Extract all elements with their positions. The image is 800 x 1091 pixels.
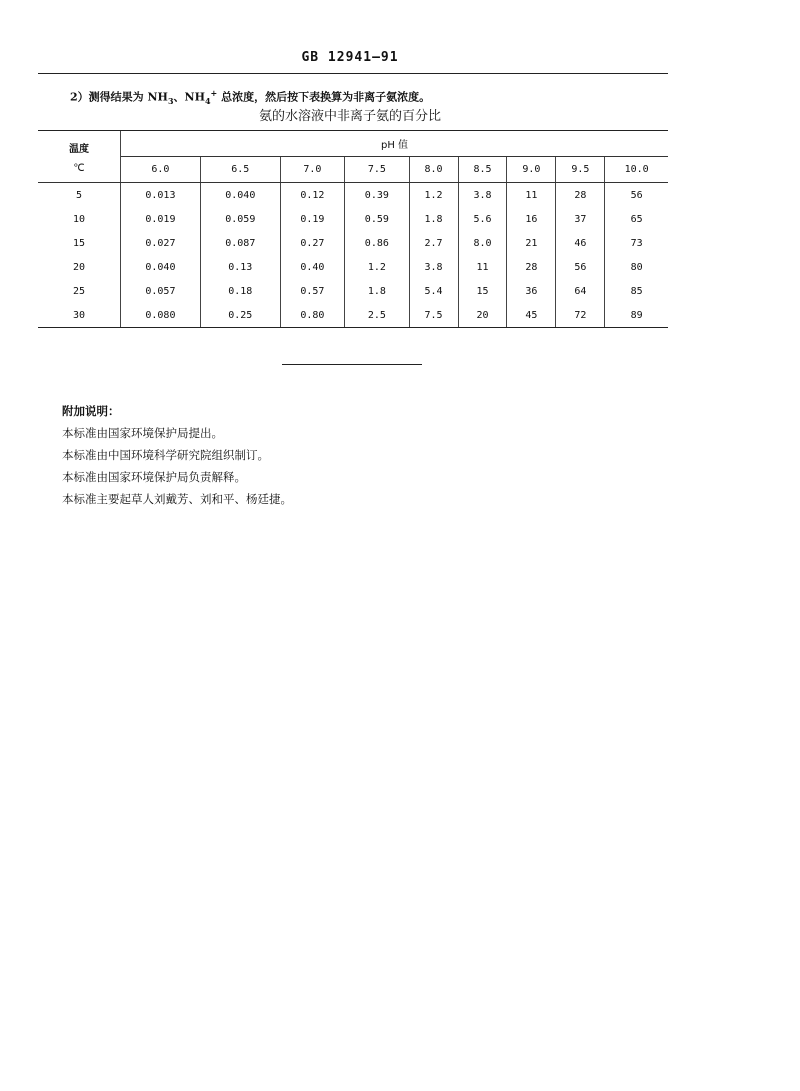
temp-cell: 30 [38, 303, 121, 328]
value-cell: 0.027 [121, 231, 201, 255]
value-cell: 2.5 [345, 303, 409, 328]
table-row [38, 183, 668, 208]
appendix-line: 本标准由中国环境科学研究院组织制订。 [62, 448, 269, 462]
temp-cell: 25 [72, 285, 86, 297]
value-cell: 73 [605, 231, 668, 255]
ph-values-row [38, 157, 668, 183]
value-cell: 0.12 [280, 183, 344, 208]
value-cell: 85 [605, 279, 668, 303]
value-cell: 8.0 [458, 231, 507, 255]
value-cell: 1.8 [345, 279, 409, 303]
temp-cell: 20 [72, 261, 86, 273]
value-cell: 1.8 [409, 207, 458, 231]
ph-value-header: 10.0 [605, 157, 668, 183]
value-cell: 0.013 [121, 183, 201, 208]
value-cell: 0.080 [121, 303, 201, 328]
value-cell: 0.57 [280, 279, 344, 303]
temp-cell: 10 [72, 213, 86, 225]
value-cell: 5.4 [409, 279, 458, 303]
appendix-line: 本标准由国家环境保护局负责解释。 [62, 470, 246, 484]
ph-value-header: 9.5 [556, 157, 605, 183]
value-cell: 0.59 [345, 207, 409, 231]
value-cell: 11 [507, 183, 556, 208]
value-cell: 0.18 [200, 279, 280, 303]
value-cell: 46 [556, 231, 605, 255]
ph-value-header: 8.5 [458, 157, 507, 183]
table-row [38, 207, 668, 231]
value-cell: 3.8 [458, 183, 507, 208]
appendix-line: 本标准主要起草人刘戴芳、刘和平、杨廷捷。 [62, 492, 292, 506]
value-cell: 89 [605, 303, 668, 328]
value-cell: 45 [507, 303, 556, 328]
temp-header [38, 131, 121, 183]
ph-value-header: 9.0 [507, 157, 556, 183]
value-cell: 20 [458, 303, 507, 328]
value-cell: 0.040 [200, 183, 280, 208]
value-cell: 16 [507, 207, 556, 231]
value-cell: 2.7 [409, 231, 458, 255]
measurement-note [70, 88, 430, 106]
temp-cell: 15 [72, 237, 86, 249]
value-cell: 0.019 [121, 207, 201, 231]
appendix-line: 本标准由国家环境保护局提出。 [62, 426, 223, 440]
ph-value-header: 7.5 [345, 157, 409, 183]
value-cell: 7.5 [409, 303, 458, 328]
temp-cell: 5 [75, 189, 83, 201]
value-cell: 72 [556, 303, 605, 328]
value-cell: 5.6 [458, 207, 507, 231]
value-cell: 0.087 [200, 231, 280, 255]
value-cell: 0.040 [121, 255, 201, 279]
value-cell: 65 [605, 207, 668, 231]
value-cell: 56 [605, 183, 668, 208]
value-cell: 0.86 [345, 231, 409, 255]
table-row [38, 255, 668, 279]
note-mid: 、NH [173, 90, 205, 104]
table-row [38, 279, 668, 303]
ammonia-table [38, 130, 668, 328]
value-cell: 15 [458, 279, 507, 303]
ph-value-header: 6.5 [200, 157, 280, 183]
value-cell: 0.80 [280, 303, 344, 328]
value-cell: 0.059 [200, 207, 280, 231]
temp-header-unit: ℃ [73, 162, 85, 174]
value-cell: 64 [556, 279, 605, 303]
note-prefix: 2）测得结果为 NH [70, 90, 168, 104]
value-cell: 0.27 [280, 231, 344, 255]
note-sub-1: 3 [167, 95, 174, 106]
appendix-heading: 附加说明： [62, 404, 120, 418]
separator-rule [282, 364, 422, 365]
table-row [38, 303, 668, 328]
value-cell: 0.19 [280, 207, 344, 231]
value-cell: 1.2 [345, 255, 409, 279]
value-cell: 28 [507, 255, 556, 279]
ph-value-header: 7.0 [280, 157, 344, 183]
temp-header-label: 温度 [69, 143, 89, 155]
value-cell: 80 [605, 255, 668, 279]
value-cell: 28 [556, 183, 605, 208]
note-suffix: 总浓度，然后按下表换算为非离子氨浓度。 [217, 90, 431, 104]
value-cell: 11 [458, 255, 507, 279]
ph-value-header: 6.0 [121, 157, 201, 183]
value-cell: 37 [556, 207, 605, 231]
header-rule [38, 73, 668, 74]
value-cell: 0.057 [121, 279, 201, 303]
standard-code: GB 12941—91 [301, 50, 399, 65]
table-row [38, 231, 668, 255]
table-body [38, 183, 668, 328]
value-cell: 56 [556, 255, 605, 279]
value-cell: 0.39 [345, 183, 409, 208]
note-sup-2: + [210, 88, 218, 98]
value-cell: 3.8 [409, 255, 458, 279]
value-cell: 1.2 [409, 183, 458, 208]
value-cell: 0.40 [280, 255, 344, 279]
note-sub-2: 4 [204, 95, 211, 106]
appendix [62, 400, 292, 510]
value-cell: 21 [507, 231, 556, 255]
table-title: 氨的水溶液中非离子氨的百分比 [258, 109, 441, 124]
value-cell: 0.25 [200, 303, 280, 328]
value-cell: 0.13 [200, 255, 280, 279]
value-cell: 36 [507, 279, 556, 303]
ph-header: pH 值 [121, 131, 669, 157]
ph-value-header: 8.0 [409, 157, 458, 183]
